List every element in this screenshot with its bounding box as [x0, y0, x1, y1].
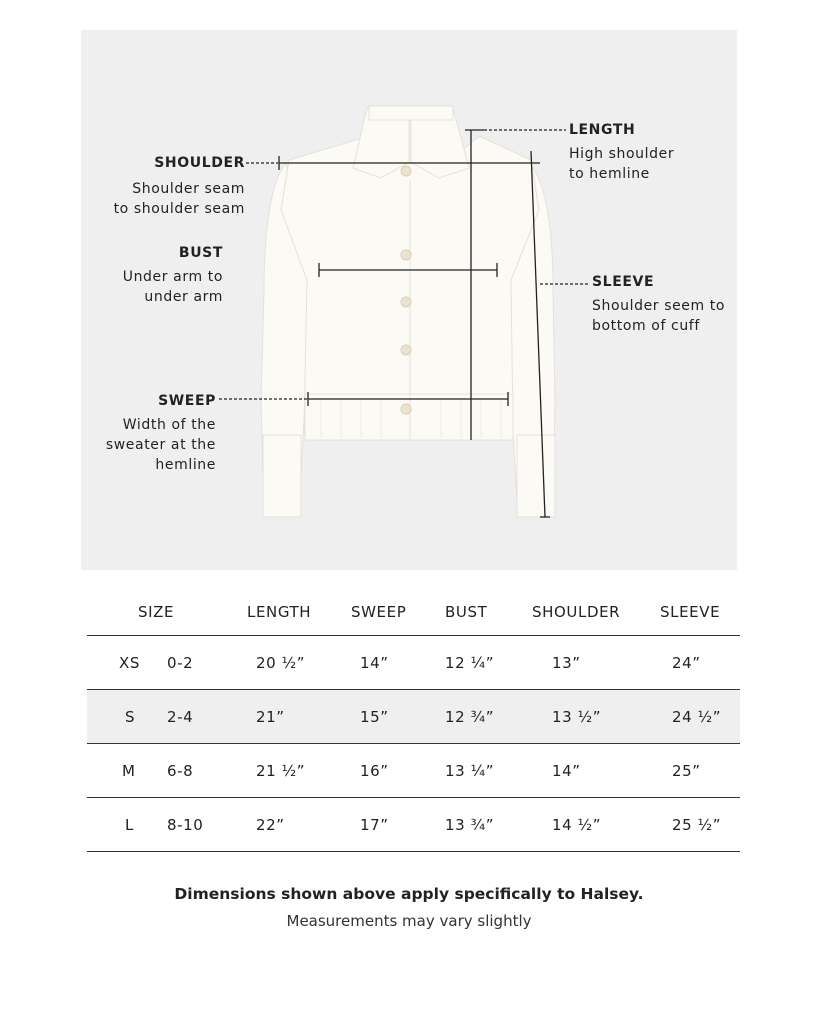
cell-sleeve: 25” — [672, 761, 701, 780]
cell-range: 2-4 — [167, 707, 194, 726]
header-shoulder: SHOULDER — [532, 603, 621, 621]
header-length: LENGTH — [247, 603, 312, 621]
shoulder-label — [81, 153, 245, 219]
measurement-diagram — [81, 30, 737, 570]
length-desc-2: to hemline — [569, 166, 650, 182]
bust-label — [81, 243, 223, 307]
sleeve-desc-2: bottom of cuff — [592, 318, 700, 334]
sleeve-title: SLEEVE — [592, 274, 655, 290]
sweep-desc-1: Width of the — [122, 417, 216, 433]
cell-bust: 13 ¼” — [445, 761, 495, 780]
bust-desc-1: Under arm to — [122, 269, 223, 285]
cell-bust: 12 ¾” — [445, 707, 495, 726]
cell-length: 20 ½” — [256, 653, 306, 672]
size-table — [87, 590, 740, 852]
dimensions-note-title: Dimensions shown above apply specifically to Halsey. — [174, 885, 644, 903]
cell-sleeve: 24 ½” — [672, 707, 722, 726]
shoulder-desc-1: Shoulder seam — [132, 181, 245, 197]
cell-bust: 12 ¼” — [445, 653, 495, 672]
table-row — [87, 636, 740, 690]
length-desc-1: High shoulder — [569, 146, 675, 162]
sleeve-desc-1: Shoulder seem to — [592, 298, 726, 314]
sweep-desc-3: hemline — [155, 457, 216, 473]
table-header — [87, 590, 740, 636]
cell-sweep: 14” — [360, 653, 389, 672]
cell-shoulder: 14” — [552, 761, 581, 780]
cell-shoulder: 13” — [552, 653, 581, 672]
table-row — [87, 744, 740, 798]
cell-sweep: 17” — [360, 815, 389, 834]
length-label — [569, 120, 734, 184]
sweep-desc-2: sweater at the — [105, 437, 216, 453]
shoulder-title: SHOULDER — [154, 155, 245, 171]
bust-title: BUST — [178, 245, 223, 261]
cell-sweep: 16” — [360, 761, 389, 780]
cell-size: S — [125, 707, 136, 726]
bust-desc-2: under arm — [144, 289, 223, 305]
shoulder-desc-2: to shoulder seam — [113, 201, 245, 217]
cell-range: 0-2 — [167, 653, 194, 672]
cell-length: 21 ½” — [256, 761, 306, 780]
cell-sleeve: 24” — [672, 653, 701, 672]
cell-shoulder: 14 ½” — [552, 815, 602, 834]
cell-length: 22” — [256, 815, 285, 834]
cell-range: 6-8 — [167, 761, 194, 780]
cell-range: 8-10 — [167, 815, 204, 834]
table-row — [87, 798, 740, 852]
cell-size: XS — [119, 653, 140, 672]
header-sleeve: SLEEVE — [660, 603, 721, 621]
cell-length: 21” — [256, 707, 285, 726]
table-row — [87, 690, 740, 744]
cell-sweep: 15” — [360, 707, 389, 726]
sweep-title: SWEEP — [158, 393, 216, 409]
sweep-label — [81, 391, 216, 475]
header-sweep: SWEEP — [351, 603, 407, 621]
cell-sleeve: 25 ½” — [672, 815, 722, 834]
dimensions-note-disclaimer: Measurements may vary slightly — [286, 912, 532, 930]
cell-size: L — [125, 815, 134, 834]
cell-bust: 13 ¾” — [445, 815, 495, 834]
cell-size: M — [122, 761, 136, 780]
length-title: LENGTH — [569, 122, 636, 138]
cell-shoulder: 13 ½” — [552, 707, 602, 726]
header-bust: BUST — [445, 603, 488, 621]
sleeve-label — [592, 272, 736, 336]
header-size: SIZE — [138, 603, 175, 621]
